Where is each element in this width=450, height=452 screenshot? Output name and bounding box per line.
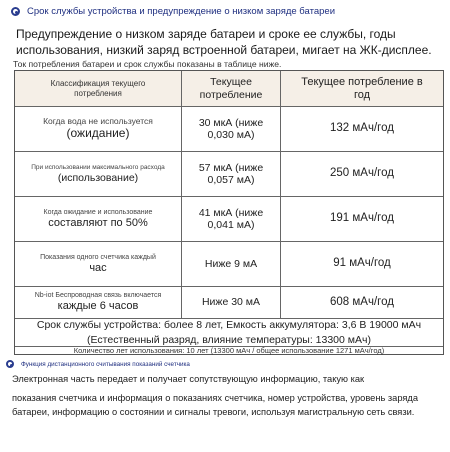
table-row-cell: 191 мАч/год bbox=[281, 197, 443, 242]
circle-bullet-icon bbox=[6, 360, 14, 368]
table-row-cell: Когда вода не используется (ожидание) bbox=[15, 107, 182, 152]
intro-paragraph: Предупреждение о низком заряде батареи и сроке ее службы, годы использования, низкий заряд встроенной батареи, мигает на ЖК-дисплее. bbox=[16, 27, 432, 57]
table-row-cell: 608 мАч/год bbox=[281, 287, 443, 319]
table-row-cell: При использовании максимального расхода (использование) bbox=[15, 152, 182, 197]
paragraph-line: Электронная часть передает и получает сопутствующую информацию, такую как bbox=[12, 374, 365, 384]
section-heading-battery: Срок службы устройства и предупреждение о низком заряде батареи bbox=[27, 6, 336, 17]
section-heading-remote-reading: Функция дистанционного считывания показаний счетчика bbox=[21, 361, 190, 368]
header-yearly: Текущее потребление в год bbox=[281, 71, 443, 107]
table-row-cell: 250 мАч/год bbox=[281, 152, 443, 197]
table-row-cell: Ниже 9 мА bbox=[182, 242, 281, 287]
table-row-cell: 132 мАч/год bbox=[281, 107, 443, 152]
table-note: Ток потребления батареи и срок службы показаны в таблице ниже. bbox=[13, 59, 282, 69]
consumption-table bbox=[14, 70, 444, 355]
table-row-cell: Nb-iot Беспроводная связь включается каждые 6 часов bbox=[15, 287, 182, 319]
table-row-cell: 91 мАч/год bbox=[281, 242, 443, 287]
header-classification: Классификация текущего потребления bbox=[15, 71, 182, 107]
years-of-use: Количество лет использования: 10 лет (13300 мАч / общее использование 1271 мАч/год) bbox=[73, 346, 385, 356]
table-row-cell: Показания одного счетчика каждый час bbox=[15, 242, 182, 287]
circle-bullet-icon bbox=[11, 7, 20, 16]
table-row-cell: 30 мкА (ниже 0,030 мА) bbox=[182, 107, 281, 152]
table-row-cell: Ниже 30 мА bbox=[182, 287, 281, 319]
battery-summary: Срок службы устройства: более 8 лет, Емкость аккумулятора: 3,6 В 19000 мАч (Естественный разряд, влияние температуры: 13300 мАч) bbox=[15, 319, 443, 347]
table-row-cell: 41 мкА (ниже 0,041 мА) bbox=[182, 197, 281, 242]
table-row-cell: Когда ожидание и использование составляют по 50% bbox=[15, 197, 182, 242]
paragraph-body: показания счетчика и информация о показаниях счетчика, номер устройства, уровень заряда батареи, информацию о состоянии и сигналы тревоги, используя магистральную сеть связи. bbox=[12, 393, 419, 417]
header-current: Текущее потребление bbox=[182, 71, 281, 107]
table-row-cell: 57 мкА (ниже 0,057 мА) bbox=[182, 152, 281, 197]
